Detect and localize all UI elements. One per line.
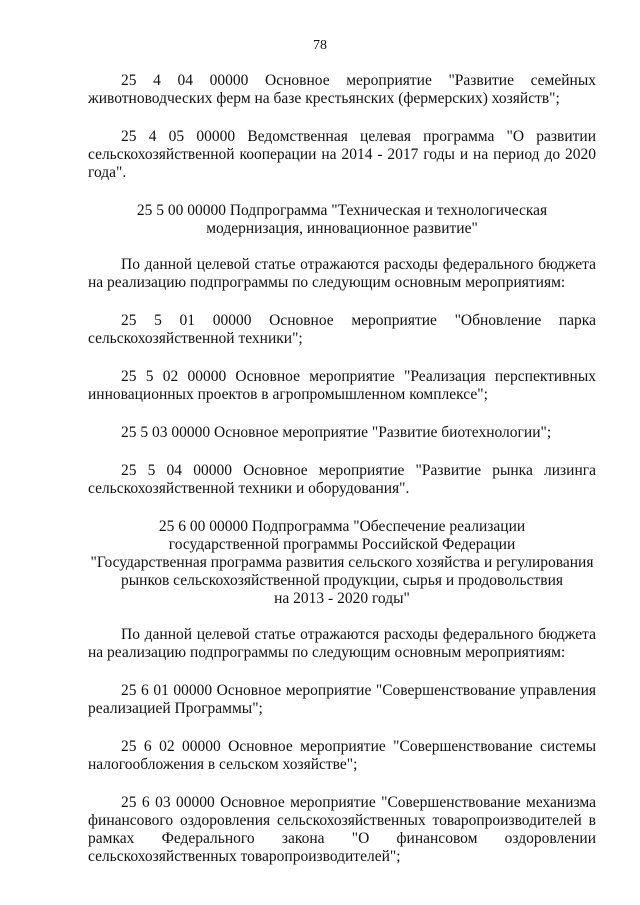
heading-line: 25 6 00 00000 Подпрограмма "Обеспечение реализации <box>158 518 526 535</box>
paragraph-25-5-03: 25 5 03 00000 Основное мероприятие "Развитие биотехнологии"; <box>121 424 552 441</box>
subprogram-heading-25-6 <box>88 518 596 608</box>
paragraph-25-6-02: 25 6 02 00000 Основное мероприятие "Совершенствование системы налогообложения в сельском хозяйстве"; <box>88 738 596 773</box>
paragraph-25-4-05: 25 4 05 00000 Ведомственная целевая программа "О развитии сельскохозяйственной кооперации на 2014 - 2017 годы и на период до 2020 года". <box>88 128 596 181</box>
page-number: 78 <box>313 38 327 53</box>
heading-line: "Государственная программа развития сельского хозяйства и регулирования <box>90 554 594 571</box>
paragraph-25-6-03: 25 6 03 00000 Основное мероприятие "Совершенствование механизма финансового оздоровления сельскохозяйственных товаропроизводителей в рамках Федерального закона "О финансовом оздоровлении сельскохозяйственных товаропроизводителей"; <box>88 794 596 865</box>
paragraph-25-4-04: 25 4 04 00000 Основное мероприятие "Развитие семейных животноводческих ферм на базе крестьянских (фермерских) хозяйств"; <box>88 72 596 107</box>
paragraph-intro-25-6: По данной целевой статье отражаются расходы федерального бюджета на реализацию подпрограммы по следующим основным мероприятиям: <box>88 626 596 661</box>
heading-line: на 2013 - 2020 годы" <box>274 590 410 607</box>
heading-line: рынков сельскохозяйственной продукции, сырья и продовольствия <box>121 572 563 589</box>
paragraph-25-6-01: 25 6 01 00000 Основное мероприятие "Совершенствование управления реализацией Программы"; <box>88 682 596 717</box>
document-body <box>88 72 596 886</box>
subprogram-heading-25-5 <box>88 202 596 238</box>
paragraph-25-5-02: 25 5 02 00000 Основное мероприятие "Реализация перспективных инновационных проектов в агропромышленном комплексе"; <box>88 368 596 403</box>
heading-line: государственной программы Российской Федерации <box>168 536 516 553</box>
heading-line: модернизация, инновационное развитие" <box>206 220 478 237</box>
paragraph-intro-25-5: По данной целевой статье отражаются расходы федерального бюджета на реализацию подпрограммы по следующим основным мероприятиям: <box>88 256 596 291</box>
heading-line: 25 5 00 00000 Подпрограмма "Техническая и технологическая <box>136 202 548 219</box>
paragraph-25-5-01: 25 5 01 00000 Основное мероприятие "Обновление парка сельскохозяйственной техники"; <box>88 312 596 347</box>
paragraph-25-5-04: 25 5 04 00000 Основное мероприятие "Развитие рынка лизинга сельскохозяйственной техники и оборудования". <box>88 462 596 497</box>
